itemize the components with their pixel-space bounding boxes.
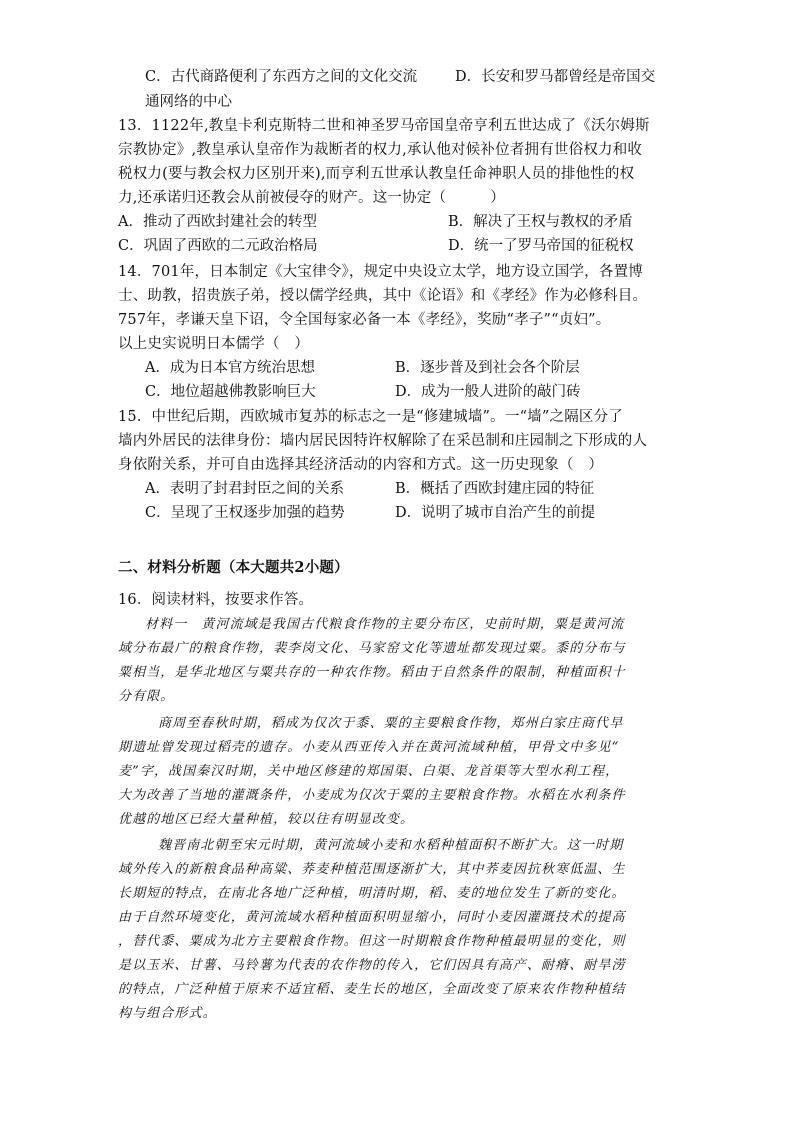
section-heading: 二、材料分析题（本大题共2小题）	[118, 559, 349, 576]
material-line: 麦”字，战国秦汉时期，关中地区修建的郑国渠、白渠、龙首渠等大型水利工程，	[118, 764, 620, 779]
q14-stem-line: 757年，孝谦天皇下诏，令全国每家必备一本《孝经》，奖励“孝子”“贞妇”。	[118, 312, 611, 328]
q13-stem-line: 税权力(要与教会权力区别开来),而亨利五世承认教皇任命神职人员的排他性的权	[118, 166, 635, 182]
q15-stem-line: 15．中世纪后期，西欧城市复苏的标志之一是“修建城墙”。一“墙”之隔区分了	[118, 409, 623, 425]
q12-option-c: C．古代商路便利了东西方之间的文化交流	[145, 69, 418, 85]
material-line: 期遗址曾发现过稻壳的遗存。小麦从西亚传入并在黄河流域种植，甲骨文中多见“	[118, 740, 620, 755]
q13-stem-line: 力,还承诺归还教会从前被侵夺的财产。这一协定（ ）	[118, 190, 506, 206]
q12-option-d-continued: 通网络的中心	[145, 94, 232, 110]
material-line: 长期短的特点，在南北各地广泛种植，明清时期，稻、麦的地位发生了新的变化。	[118, 886, 626, 901]
material-line: ，替代黍、粟成为北方主要粮食作物。但这一时期粮食作物种植最明显的变化，则	[118, 934, 626, 949]
q14-option-d: D．成为一般人进阶的敲门砖	[395, 384, 581, 400]
q13-stem-line: 宗教协定》,教皇承认皇帝作为裁断者的权力,承认他对候补位者拥有世俗权力和收	[118, 142, 643, 158]
q16-stem: 16．阅读材料，按要求作答。	[118, 592, 314, 608]
q14-stem-line: 14．701年，日本制定《大宝律令》，规定中央设立太学，地方设立国学，各置博	[118, 264, 643, 280]
q13-stem-line: 13．1122年,教皇卡利克斯特二世和神圣罗马帝国皇帝亨利五世达成了《沃尔姆斯	[118, 118, 650, 134]
material-line: 材料一 黄河流域是我国古代粮食作物的主要分布区，史前时期，粟是黄河流	[145, 617, 625, 632]
q15-stem-line: 身依附关系，并可自由选择其经济活动的内容和方式。这一历史现象（ ）	[118, 457, 604, 473]
material-line: 由于自然环境变化，黄河流域水稻种植面积明显缩小，同时小麦因灌溉技术的提高	[118, 910, 626, 925]
material-line: 分有限。	[118, 689, 175, 704]
material-line: 的特点，广泛种植于原来不适宜稻、麦生长的地区，全面改变了原来农作物种植结	[118, 982, 626, 997]
q15-option-a: A．表明了封君封臣之间的关系	[145, 481, 344, 497]
q13-option-a: A．推动了西欧封建社会的转型	[118, 214, 317, 230]
material-line: 构与组合形式。	[118, 1006, 217, 1021]
material-line: 商周至春秋时期，稻成为仅次于黍、粟的主要粮食作物，郑州白家庄商代早	[158, 716, 624, 731]
q15-option-b: B．概括了西欧封建庄园的特征	[395, 481, 595, 497]
q14-stem-line: 以上史实说明日本儒学（ ）	[118, 336, 310, 352]
q15-option-c: C．呈现了王权逐步加强的趋势	[145, 505, 345, 521]
material-line: 域外传入的新粮食品种高粱、荞麦种植范围逐渐扩大，其中荞麦因抗秋寒低温、生	[118, 862, 626, 877]
material-line: 魏晋南北朝至宋元时期，黄河流域小麦和水稻种植面积不断扩大。这一时期	[158, 838, 624, 853]
q13-option-b: B．解决了王权与教权的矛盾	[448, 214, 633, 230]
q13-option-c: C．巩固了西欧的二元政治格局	[118, 238, 318, 254]
material-line: 粟相当，是华北地区与粟共存的一种农作物。稻由于自然条件的限制，种植面积十	[118, 665, 626, 680]
material-line: 域分布最广的粮食作物，裴李岗文化、马家窑文化等遗址都发现过粟。黍的分布与	[118, 641, 626, 656]
material-line: 优越的地区已经大量种植，较以往有明显改变。	[118, 812, 415, 827]
q14-option-b: B．逐步普及到社会各个阶层	[395, 360, 580, 376]
q13-option-d: D．统一了罗马帝国的征税权	[448, 238, 634, 254]
q14-stem-line: 士、助教，招贵族子弟，授以儒学经典，其中《论语》和《孝经》作为必修科目。	[118, 288, 648, 304]
q15-option-d: D．说明了城市自治产生的前提	[395, 505, 596, 521]
material-line: 是以玉米、甘薯、马铃薯为代表的农作物的传入，它们因具有高产、耐瘠、耐旱涝	[118, 958, 626, 973]
material-line: 大为改善了当地的灌溉条件，小麦成为仅次于粟的主要粮食作物。水稻在水利条件	[118, 788, 626, 803]
q14-option-c: C．地位超越佛教影响巨大	[145, 384, 316, 400]
q14-option-a: A．成为日本官方统治思想	[145, 360, 315, 376]
q12-option-d: D．长安和罗马都曾经是帝国交	[455, 69, 656, 85]
q15-stem-line: 墙内外居民的法律身份：墙内居民因特许权解除了在采邑制和庄园制之下形成的人	[118, 433, 648, 449]
